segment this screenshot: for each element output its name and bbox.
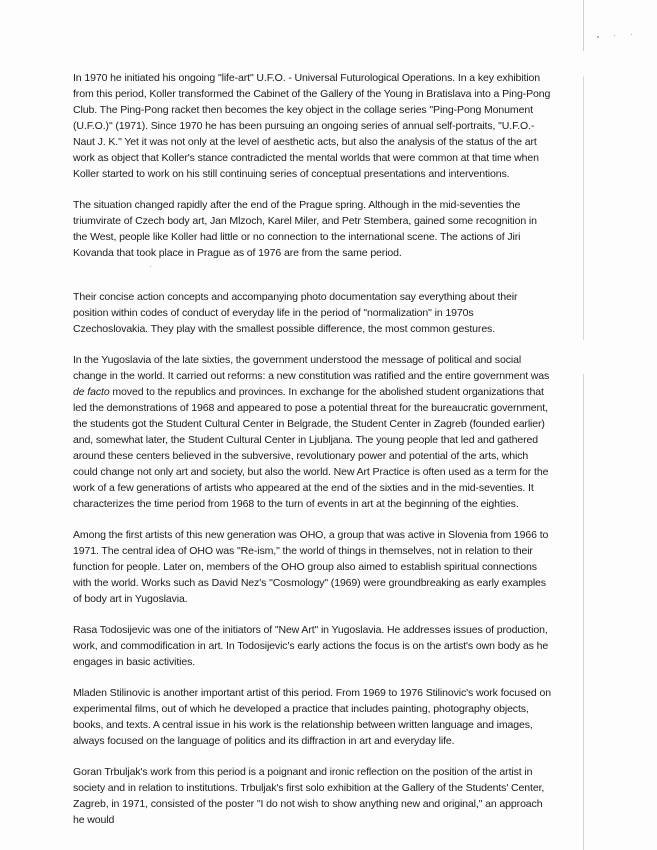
paragraph-text: In the Yugoslavia of the late sixties, the government understood the message of political and social change in the world. It carried out reforms: a new constitution was ratified and the entire government was xyxy=(73,354,550,382)
italic-term: de facto xyxy=(73,386,110,398)
scan-speck xyxy=(631,34,632,35)
document-body xyxy=(73,70,551,843)
paragraph-todosijevic: Rasa Todosijevic was one of the initiators of "New Art" in Yugoslavia. He addresses issues of production, work, and commodification in art. In Todosijevic's early actions the focus is on the artist's own body as he engages in basic activities. xyxy=(73,624,549,668)
paragraph-koller-ufo: In 1970 he initiated his ongoing "life-art" U.F.O. - Universal Futurological Operations. In a key exhibition from this period, Koller transformed the Cabinet of the Gallery of the Young in Bratislava into a Ping-Pong Club. The Ping-Pong racket then becomes the key object in the collage series "Ping-Pong Monument (U.F.O.)" (1971). Since 1970 he has been pursuing an ongoing series of annual self-portraits, "U.F.O.-Naut J. K." Yet it was not only at the level of aesthetic acts, but also the analysis of the status of the art work as object that Koller's stance contradicted the mental worlds that were common at that time when Koller started to work on his still continuing series of conceptual presentations and interventions. xyxy=(73,72,551,180)
paragraph-trbuljak: Goran Trbuljak's work from this period is a poignant and ironic reflection on the position of the artist in society and in relation to institutions. Trbuljak's first solo exhibition at the Gallery of the Students' Center, Zagreb, in 1971, consisted of the poster "I do not wish to show anything new and original," an approach he would xyxy=(73,766,545,826)
paragraph-oho: Among the first artists of this new generation was OHO, a group that was active in Slovenia from 1966 to 1971. The central idea of OHO was "Re-ism," the world of things in themselves, not in relation to their function for people. Later on, members of the OHO group also aimed to establish spiritual connections with the world. Works such as David Nez's "Cosmology" (1969) were groundbreaking as early examples of body art in Yugoslavia. xyxy=(73,529,549,605)
paragraph-prague-spring: The situation changed rapidly after the end of the Prague spring. Although in the mid-seventies the triumvirate of Czech body art, Jan Mlzoch, Karel Miler, and Petr Stembera, gained some recognition in the West, people like Koller had little or no connection to the international scene. The actions of Jiri Kovanda that took place in Prague as of 1976 are from the same period. xyxy=(73,199,537,259)
paragraph-text: moved to the republics and provinces. In exchange for the abolished student organizations that led the demonstrations of 1968 and appeared to pose a potential threat for the bureaucratic government, the students got the Student Cultural Center in Belgrade, the Student Center in Zagreb (founded earlier) and, somewhat later, the Student Cultural Center in Ljubljana. The young people that led and gathered around these centers believed in the subversive, revolutionary power and potential of the arts, which could change not only art and society, but also the world. New Art Practice is often used as a term for the work of a few generations of artists who appeared at the end of the sixties and in the mid-seventies. It characterizes the time period from 1968 to the turn of events in art at the beginning of the eighties. xyxy=(73,386,549,510)
paragraph-yugoslavia xyxy=(73,352,551,512)
scan-speck xyxy=(614,35,615,36)
paragraph-stilinovic: Mladen Stilinovic is another important artist of this period. From 1969 to 1976 Stilinovic's work focused on experimental films, out of which he developed a practice that includes painting, photography objects, books, and texts. A central issue in his work is the relationship between written language and images, always focused on the language of politics and its diffraction in art and everyday life. xyxy=(73,687,551,747)
scan-edge-line xyxy=(583,0,584,850)
scan-speck xyxy=(597,36,599,38)
paragraph-action-concepts: Their concise action concepts and accompanying photo documentation say everything about their position within codes of conduct of everyday life in the period of "normalization" in 1970s Czechoslovakia. They play with the smallest possible difference, the most common gestures. xyxy=(73,291,518,335)
